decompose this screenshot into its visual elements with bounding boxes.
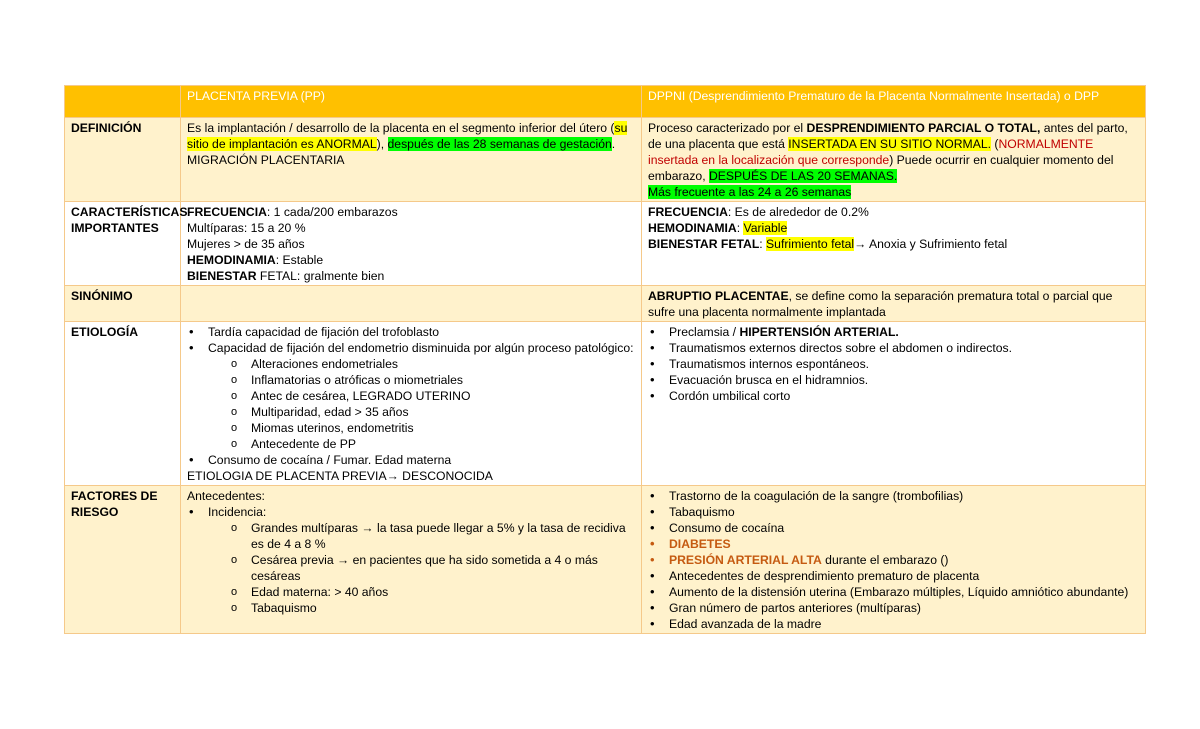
list-item: • Evacuación brusca en el hidramnios. <box>648 372 1139 388</box>
sub-list-item: o Antec de cesárea, LEGRADO UTERINO <box>187 388 635 404</box>
sub-list-item: o Multiparidad, edad > 35 años <box>187 404 635 420</box>
list-item: • Edad avanzada de la madre <box>648 616 1139 632</box>
pp-hemodinamia-label: HEMODINAMIA <box>187 253 276 267</box>
sinonimo-dp-bold: ABRUPTIO PLACENTAE <box>648 289 789 303</box>
factores-label: FACTORES DE RIESGO <box>65 486 181 634</box>
definicion-pp-cell <box>181 118 642 202</box>
list-item: • Gran número de partos anteriores (multíparas) <box>648 600 1139 616</box>
factores-dp-list <box>648 488 1139 632</box>
sub-list-item: o Antecedente de PP <box>187 436 635 452</box>
dp-hemodinamia-value: Variable <box>743 221 788 235</box>
comparison-table <box>64 85 1146 634</box>
dp-bienestar-rest: → Anoxia y Sufrimiento fetal <box>854 237 1008 251</box>
list-item: • Traumatismos externos directos sobre el abdomen o indirectos. <box>648 340 1139 356</box>
etiologia-dp-item1-bold: HIPERTENSIÓN ARTERIAL. <box>739 325 899 339</box>
definicion-dp-cell <box>642 118 1146 202</box>
definicion-dp-highlight-20-semanas: DESPUÉS DE LAS 20 SEMANAS. <box>708 169 898 183</box>
pp-frecuencia-value: : 1 cada/200 embarazos <box>266 205 398 219</box>
list-item: • Traumatismos internos espontáneos. <box>648 356 1139 372</box>
definicion-dp-highlight-24-26: Más frecuente a las 24 a 26 semanas <box>648 185 852 199</box>
factores-dp-cell <box>642 486 1146 634</box>
header-placenta-previa: PLACENTA PREVIA (PP) <box>181 86 642 118</box>
sub-list-item: o Miomas uterinos, endometritis <box>187 420 635 436</box>
sinonimo-row <box>65 286 1146 322</box>
sub-list-item: o Tabaquismo <box>187 600 635 616</box>
pp-bienestar-value: FETAL: gralmente bien <box>256 269 385 283</box>
dp-bienestar-value: Sufrimiento fetal <box>766 237 855 251</box>
pp-mujeres: Mujeres > de 35 años <box>187 237 305 251</box>
pp-bienestar-label: BIENESTAR <box>187 269 257 283</box>
list-item: • Capacidad de fijación del endometrio disminuida por algún proceso patológico: <box>187 340 635 356</box>
etiologia-pp-footer: ETIOLOGIA DE PLACENTA PREVIA→ DESCONOCIDA <box>187 469 493 483</box>
list-item: • Aumento de la distensión uterina (Embarazo múltiples, Líquido amniótico abundante) <box>648 584 1139 600</box>
sub-list-item: o Inflamatorias o atróficas o miometriales <box>187 372 635 388</box>
definicion-dp-highlight-insertada: INSERTADA EN SU SITIO NORMAL. <box>788 137 991 151</box>
definicion-pp-highlight-28-semanas: después de las 28 semanas de gestación <box>387 137 612 151</box>
etiologia-pp-cell <box>181 322 642 486</box>
sinonimo-dp-rest: , se define como la separación prematura total o parcial que sufre una placenta normalmente implantada <box>648 289 1113 319</box>
definicion-dp-text-3: ( <box>991 137 999 151</box>
list-item: • Consumo de cocaína / Fumar. Edad materna <box>187 452 635 468</box>
definicion-dp-text-4: ) Puede ocurrir en cualquier momento del embarazo, <box>648 153 1114 183</box>
etiologia-row <box>65 322 1146 486</box>
dp-frecuencia-value: : Es de alrededor de 0.2% <box>727 205 869 219</box>
list-item-presion <box>648 552 1139 568</box>
definicion-pp-highlight-anormal: su sitio de implantación es ANORMAL <box>187 121 628 151</box>
definicion-dp-bold: DESPRENDIMIENTO PARCIAL O TOTAL, <box>806 121 1041 135</box>
dp-bienestar-sep: : <box>759 237 767 251</box>
pp-frecuencia-label: FRECUENCIA <box>187 205 267 219</box>
list-item: • Antecedentes de desprendimiento prematuro de placenta <box>648 568 1139 584</box>
list-item <box>648 324 1139 340</box>
list-item: • Incidencia: <box>187 504 635 520</box>
definicion-pp-text-end: . <box>611 137 616 151</box>
definicion-dp-text: Proceso caracterizado por el <box>648 121 807 135</box>
definicion-pp-text: Es la implantación / desarrollo de la placenta en el segmento inferior del útero ( <box>187 121 615 135</box>
dp-hemodinamia-sep: : <box>736 221 744 235</box>
list-item-diabetes: • DIABETES <box>648 536 1139 552</box>
header-dppni: DPPNI (Desprendimiento Prematuro de la Placenta Normalmente Insertada) o DPP <box>642 86 1146 118</box>
etiologia-pp-list <box>187 324 635 468</box>
etiologia-dp-item1-text: Preclamsia / <box>669 325 740 339</box>
sub-list-item: o Cesárea previa → en pacientes que ha sido sometida a 4 o más cesáreas <box>187 552 635 584</box>
factores-dp-presion-bold: PRESIÓN ARTERIAL ALTA <box>669 553 822 567</box>
factores-pp-antecedentes: Antecedentes: <box>187 489 265 503</box>
header-row <box>65 86 1146 118</box>
etiologia-dp-list <box>648 324 1139 404</box>
factores-pp-cell <box>181 486 642 634</box>
pp-multiparas: Multíparas: 15 a 20 % <box>187 221 306 235</box>
etiologia-dp-cell <box>642 322 1146 486</box>
sinonimo-pp-cell <box>181 286 642 322</box>
caracteristicas-pp-cell <box>181 202 642 286</box>
sinonimo-dp-cell <box>642 286 1146 322</box>
caracteristicas-dp-cell <box>642 202 1146 286</box>
list-item: • Tardía capacidad de fijación del trofoblasto <box>187 324 635 340</box>
pp-hemodinamia-value: : Estable <box>275 253 324 267</box>
caracteristicas-row <box>65 202 1146 286</box>
sub-list-item: o Alteraciones endometriales <box>187 356 635 372</box>
definicion-pp-migracion: MIGRACIÓN PLACENTARIA <box>187 153 345 167</box>
definicion-label: DEFINICIÓN <box>65 118 181 202</box>
sinonimo-label: SINÓNIMO <box>65 286 181 322</box>
caracteristicas-label: CARACTERÍSTICAS IMPORTANTES <box>65 202 181 286</box>
list-item: • Trastorno de la coagulación de la sangre (trombofilias) <box>648 488 1139 504</box>
list-item: • Consumo de cocaína <box>648 520 1139 536</box>
header-empty-cell <box>65 86 181 118</box>
definicion-row <box>65 118 1146 202</box>
sub-list-item: o Grandes multíparas → la tasa puede llegar a 5% y la tasa de recidiva es de 4 a 8 % <box>187 520 635 552</box>
dp-frecuencia-label: FRECUENCIA <box>648 205 728 219</box>
definicion-pp-text-sep: ), <box>376 137 388 151</box>
etiologia-label: ETIOLOGÍA <box>65 322 181 486</box>
dp-hemodinamia-label: HEMODINAMIA <box>648 221 737 235</box>
factores-dp-presion-rest: durante el embarazo () <box>821 553 949 567</box>
factores-row <box>65 486 1146 634</box>
definicion-dp-red-text: NORMALMENTE insertada en la localización que corresponde <box>648 137 1094 167</box>
definicion-dp-text-2: antes del parto, de una placenta que está <box>648 121 1128 151</box>
list-item: • Tabaquismo <box>648 504 1139 520</box>
dp-bienestar-label: BIENESTAR FETAL <box>648 237 760 251</box>
sub-list-item: o Edad materna: > 40 años <box>187 584 635 600</box>
list-item: • Cordón umbilical corto <box>648 388 1139 404</box>
factores-pp-list <box>187 504 635 616</box>
